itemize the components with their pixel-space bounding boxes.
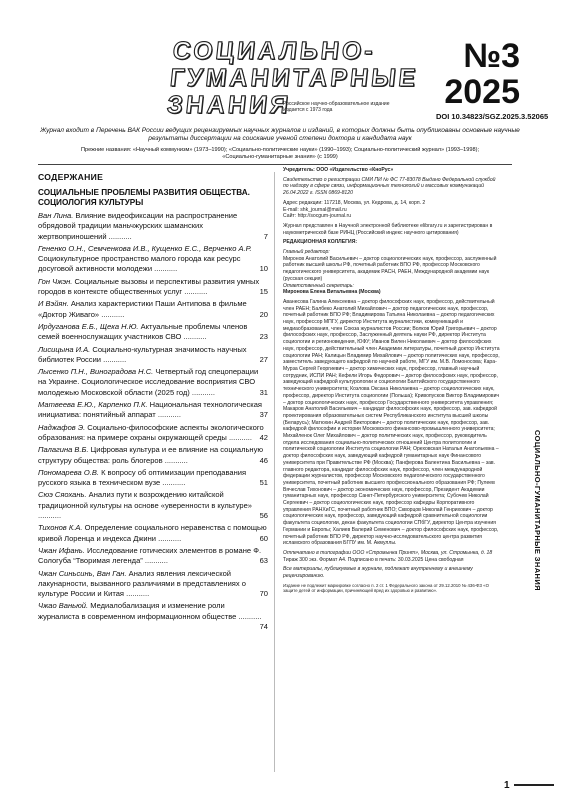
age-mark: Издание не подлежит маркировке согласно п. 2 ст. 1 Федерального закона от 29.12.2010 № 436-ФЗ «О защите детей от информации, причиняющей вред их здоровью и развитию».	[283, 582, 489, 594]
toc-entry-author: Гон Чжэн.	[38, 276, 73, 286]
vak-note: Журнал входит в Перечень ВАК России ведущих рецензируемых научных журналов и изданий, в которых должны быть опубликованы основные научные результаты диссертации на соискание ученой степени доктора и кандидата наук	[40, 127, 520, 142]
toc-entry[interactable]: Гененко О.Н., Семченкова И.В., Кущенко Е.С., Верченко А.Р. Социокультурное пространство малого города как ресурс досуговой активности молодежи ........... 10	[38, 243, 268, 274]
toc-entry[interactable]: Матвеева Е.Ю., Карпенко П.К. Национальная технологическая инициатива: понятийный аппарат ........... 37	[38, 400, 268, 420]
toc-heading: СОДЕРЖАНИЕ	[38, 172, 104, 182]
elibrary-note: Журнал представлен в Научной электронной библиотеке elibrary.ru и зарегистрирован в наукометрической базе РИНЦ (Российский индекс научного цитирования)	[283, 222, 493, 236]
printing-info	[283, 550, 501, 563]
chief-label: Главный редактор:	[283, 249, 330, 256]
toc-entry-author: Ван Лина.	[38, 211, 74, 220]
chief-editor	[283, 249, 501, 296]
toc-entry-page: 23	[259, 332, 268, 342]
previous-names	[20, 147, 540, 161]
toc-entry-author: Тихонов К.А.	[38, 523, 83, 533]
toc-entry[interactable]: Тихонов К.А. Определение социального неравенства с помощью кривой Лоренца и индекса Джини ........... 60	[38, 523, 268, 543]
toc-entry[interactable]: Пономарева О.В. К вопросу об оптимизации преподавания русского языка в техническом вузе ........... 51	[38, 467, 268, 488]
toc-entry-page: 60	[259, 533, 268, 543]
toc-entry-title: Влияние видеофиксации на распространение обрядовой традиции маньчжурских шаманских жертвоприношений	[38, 211, 238, 241]
issue-block	[430, 38, 520, 110]
toc-entry-page: 10	[259, 264, 268, 274]
toc-entry-title: Анализ характеристики Паши Антипова в фильме «Доктор Живаго»	[38, 299, 247, 319]
toc-entry-page: 20	[259, 309, 268, 319]
registration: Свидетельство о регистрации СМИ ПИ № ФС 77-83078 Выдано Федеральной службой по надзору в сфере связи, информационных технологий и массовых коммуникаций 26.04.2022 г. ISSN 0869-8120	[283, 176, 496, 197]
toc-entry-title: Социально-философские аспекты экологического образования: на примере охраны окружающей среды	[38, 422, 264, 442]
toc-entry-author: Пономарева О.В.	[38, 467, 99, 477]
secretary-label: Ответственный секретарь:	[283, 282, 354, 289]
toc-entry-author: Гененко О.Н., Семченкова И.В., Кущенко Е.С., Верченко А.Р.	[38, 243, 252, 253]
spine-label	[528, 430, 546, 730]
toc-entry-page: 27	[259, 354, 268, 364]
toc-list	[38, 211, 268, 631]
journal-title-line-2: ГУМАНИТАРНЫЕ	[168, 64, 420, 92]
toc-entry-page: 15	[259, 287, 268, 297]
doi: DOI 10.34823/SGZ.2025.3.52065	[436, 112, 549, 121]
circulation: Тираж 300 экз. Формат А4. Подписано в печать: 30.03.2025 Цена свободная	[283, 556, 464, 563]
previous-names-2: «Социально-гуманитарные знания» (с 1999)	[222, 154, 338, 160]
toc-entry[interactable]: Чжан Синьсинь, Ван Ган. Анализ явления лексической лакунарности, вызванного различиями в представлениях о культуре России и Китая ........... 70	[38, 568, 268, 599]
toc-entry-title: Анализ явления лексической лакунарности, вызванного различиями в представлениях о культуре России и Китая	[38, 568, 246, 599]
column-divider	[274, 172, 275, 772]
toc-entry[interactable]: Лисицына И.А. Социально-культурная значимость научных библиотек России ........... 27	[38, 344, 268, 364]
toc-entry-page: 37	[259, 410, 268, 420]
toc-entry-page: 42	[259, 432, 268, 442]
email[interactable]: E-mail: shk_journal@mail.ru	[283, 206, 347, 213]
toc-entry-author: Чжан Синьсинь, Ван Ган.	[38, 568, 127, 578]
toc-entry[interactable]: Ирдуганова Е.Б., Щека Н.Ю. Актуальные проблемы членов семей военнослужащих участников СВО ........... 23	[38, 321, 268, 342]
toc-entry-title: Анализ пути к возрождению китайской традиционной культуры на основе «уверенности в культуре»	[38, 490, 252, 510]
publication-note	[283, 101, 390, 113]
toc-entry-title: Актуальные проблемы членов семей военнослужащих участников СВО	[38, 321, 248, 342]
toc-entry-author: Чжао Ваньюй.	[38, 601, 89, 611]
toc-entry-author: Палагина В.Б.	[38, 445, 89, 455]
toc-entry-title: Четвертый год спецоперации на Украине. Социологическое исследование восприятия СВО молодежью Московской области (2025 год)	[38, 367, 259, 397]
toc-entry-author: Лысенко П.Н., Виноградова Н.С.	[38, 367, 154, 377]
publication-note-1: Российское научно-образовательное издание	[283, 101, 390, 107]
secretary-text: Миронова Елена Витальевна (Москва)	[283, 289, 381, 296]
toc-entry[interactable]: Палагина В.Б. Цифровая культура и ее влияние на социальную структуру общества: роль блогеров ........... 46	[38, 445, 268, 465]
website[interactable]: Сайт: http://socgum-journal.ru	[283, 213, 352, 220]
toc-entry-page: 63	[259, 556, 268, 566]
toc-entry-page: 31	[259, 387, 268, 397]
toc-entry-page: 74	[259, 621, 268, 631]
toc-entry[interactable]: Чжан Ифань. Исследование готических элементов в романе Ф. Сологуба “Творимая легенда” ........... 63	[38, 545, 268, 566]
journal-title-line-1: СОЦИАЛЬНО-	[171, 37, 378, 65]
toc-entry-title: Национальная технологическая инициатива: понятийный аппарат	[38, 400, 262, 420]
masthead	[0, 0, 565, 120]
address: Адрес редакции: 117218, Москва, ул. Кедрова, д. 14, корп. 2	[283, 199, 426, 206]
toc-entry-title: Социокультурное пространство малого города как ресурс досуговой активности молодежи	[38, 254, 241, 274]
toc-entry-page: 70	[259, 589, 268, 599]
top-divider	[38, 164, 512, 165]
toc-entry-page: 7	[263, 231, 268, 241]
board-members: Аванесова Галина Алексеевна – доктор философских наук, профессор, действительный член РАЕН; Балбеко Анатолий Михайлович – доктор педагогических наук, профессор, почетный работник ВПО РФ; Владимирова Татьяна Николаевна – доктор педагогических наук, профессор МПГУ, директор Института журналистики, коммуникаций и медиаобразования, член Союза журналистов России; Волков Юрий Григорьевич – доктор философских наук, профессор, Заслуженный деятель науки РФ, директор Института социологии и регионоведения, ЮФУ; Иванов Вилен Николаевич – доктор философских наук, профессор, действительный член Академии литературы, почетный доктор Института социологии РАН; Калицын Владимир Михайлович – доктор политических наук, профессор, заместитель заведующего кафедрой по научной работе, МГУ им. М.В. Ломоносова; Кара-Мурза Сергей Георгиевич – доктор химических наук, профессор, главный научный сотрудник, ИСПИ РАН; Кефели Игорь Федорович – доктор философских наук, профессор, заведующий кафедрой культурологии и социологии Балтийского государственного технического университета; Козлова Оксана Николаевна – доктор социологических наук, профессор, директор Института социологии (Польша); Кривопусков Виктор Владимирович – доктор социологических наук, профессор Государственного университета управления; Макаров Анатолий Васильевич – кандидат философских наук, профессор, зав. кафедрой проектирования образовательных систем Республиканского института высшей школы (Беларусь); Матюхин Андрей Викторович – доктор политических наук, профессор, зав. кафедрой философии и истории Московского финансово-промышленного университета; Михайленок Олег Михайлович – доктор политических наук, профессор, руководитель отдела исследования социально-политических отношений Центра политологии и политической социологии Института социологии РАН; Ореховская Наталья Анатольевна – доктор философских наук, заведующий кафедрой гуманитарных наук Финансового университета при Правительстве РФ (Москва); Панферова Валентина Васильевна – зав. главного редактора, кандидат философских наук, профессор, член международной федерации журналистов, профессор Московского педагогического государственного университета, почетный работник высшего профессионального образования РФ; Пулеев Вячеслав Тихонович – доктор экономических наук, профессор, Президент Академии гуманитарных наук, профессор Санкт-Петербургского университета; Субочев Николай Сергеевич – доктор социологических наук, профессор кафедры Корпоративного управления РАНХиГС, почетный работник ВПО; Скворцов Николай Генрихович – доктор социологических наук, профессор, заведующий кафедрой сравнительной социологии факультета социологии, декан факультета социологии СПбГУ, директор Центра изучения Германии и Европы; Халиев Валерий Семенович – доктор философских наук, профессор, почетный работник ВПО РФ, директор научно-исследовательского центра развития исламского образования БГПУ им. М. Акмуллы.	[283, 298, 500, 547]
toc-entry[interactable]: Гон Чжэн. Социальные вызовы и перспективы развития умных городов в контексте общественных услуг ........... 15	[38, 276, 268, 297]
toc-entry-author: Матвеева Е.Ю., Карпенко П.К.	[38, 400, 148, 410]
toc-entry-title: Социальные вызовы и перспективы развития умных городов в контексте общественных услуг	[38, 276, 260, 297]
toc-entry-author: И Вэйян.	[38, 299, 69, 309]
toc-entry-page: 56	[259, 511, 268, 521]
toc-entry-title: Социально-культурная значимость научных библиотек России	[38, 344, 247, 364]
toc-entry-author: Чжан Ифань.	[38, 545, 85, 555]
toc-section-title: СОЦИАЛЬНЫЕ ПРОБЛЕМЫ РАЗВИТИЯ ОБЩЕСТВА. СОЦИОЛОГИЯ КУЛЬТУРЫ	[38, 188, 250, 207]
toc-entry-author: Лисицына И.А.	[38, 344, 91, 354]
founder: Учредитель: ООО «Издательство «КноРус»	[283, 167, 394, 173]
issue-year: 2025	[444, 73, 520, 111]
board-heading: РЕДАКЦИОННАЯ КОЛЛЕГИЯ:	[283, 239, 358, 246]
printed-by: Отпечатано в типографии ООО «Стромынка Принт», Москва, ул. Стромынка, д. 18	[283, 549, 493, 556]
toc-entry-author: Сюэ Сяохань.	[38, 490, 87, 500]
toc-entry-author: Наджафов Э.	[38, 422, 86, 432]
toc-entry[interactable]: Наджафов Э. Социально-философские аспекты экологического образования: на примере охраны окружающей среды ........... 42	[38, 422, 268, 442]
toc-entry-title: Исследование готических элементов в романе Ф. Сологуба “Творимая легенда”	[38, 545, 262, 566]
review-note: Все материалы, публикуемые в журнале, подлежат внутреннему и внешнему рецензированию.	[283, 566, 473, 580]
publication-note-2: Издается с 1973 года	[283, 107, 333, 113]
toc-entry[interactable]: Ван Лина. Влияние видеофиксации на распространение обрядовой традиции маньчжурских шаманских жертвоприношений ........... 7	[38, 211, 268, 241]
editorial-address	[283, 200, 501, 220]
imprint	[283, 167, 501, 597]
toc-entry[interactable]: Лысенко П.Н., Виноградова Н.С. Четвертый год спецоперации на Украине. Социологическое исследование восприятия СВО молодежью Московской области (2025 год) ........... 31	[38, 367, 268, 397]
page-number-rule	[514, 784, 554, 786]
toc-entry[interactable]: И Вэйян. Анализ характеристики Паши Антипова в фильме «Доктор Живаго» ........... 20	[38, 299, 268, 319]
journal-title-line-3: ЗНАНИЯ	[165, 91, 293, 119]
page-number: 1	[504, 780, 510, 791]
issue-number: №3	[463, 37, 520, 75]
toc-entry-title: Определение социального неравенства с помощью кривой Лоренца и индекса Джини	[38, 523, 267, 543]
toc-entry-title: К вопросу об оптимизации преподавания русского языка в техническом вузе	[38, 467, 247, 488]
toc-entry[interactable]: Сюэ Сяохань. Анализ пути к возрождению китайской традиционной культуры на основе «уверенности в культуре» ........... 56	[38, 490, 268, 521]
toc-entry-title: Медиалобализация и изменение роли журналиста в современном информационном обществе	[38, 601, 237, 621]
table-of-contents	[38, 172, 268, 632]
toc-entry-author: Ирдуганова Е.Б., Щека Н.Ю.	[38, 321, 139, 331]
toc-entry-page: 51	[259, 478, 268, 488]
chief-text: Миронов Анатолий Васильевич – доктор социологических наук, профессор, заслуженный работник высшей школы РФ, почетный работник ВПО РФ, профессор Московского педагогического университета, академик РАСН, РАЕН, Международной академии наук (русская секция)	[283, 255, 497, 282]
toc-entry-title: Цифровая культура и ее влияние на социальную структуру общества: роль блогеров	[38, 445, 264, 465]
spine-text: СОЦИАЛЬНО-ГУМАНИТАРНЫЕ ЗНАНИЯ	[533, 430, 542, 591]
toc-entry[interactable]: Чжао Ваньюй. Медиалобализация и изменение роли журналиста в современном информационном обществе ........... 74	[38, 601, 268, 631]
previous-names-1: Прежние названия: «Научный коммунизм» (1973–1990); «Социально-политические науки» (1990–1993); Социально-политический журнал» (1993–1998);	[80, 147, 480, 153]
toc-entry-page: 46	[259, 455, 268, 465]
